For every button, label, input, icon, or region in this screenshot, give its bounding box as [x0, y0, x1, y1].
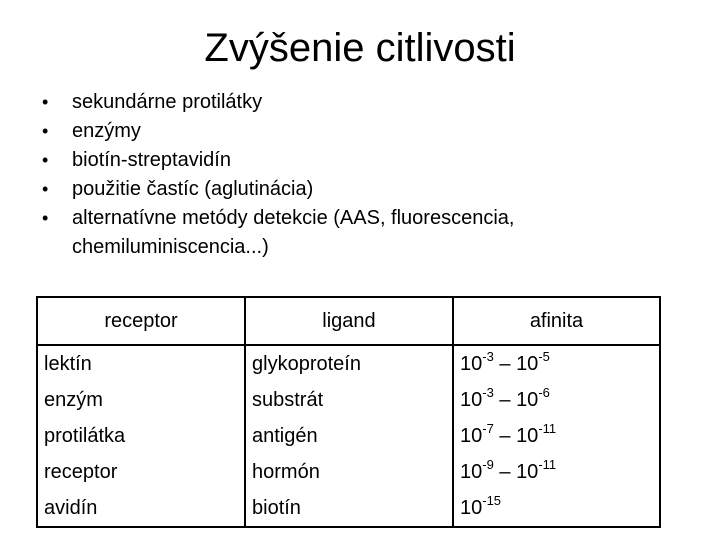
cell-receptor: enzým [44, 388, 103, 411]
cell-receptor: protilátka [44, 424, 126, 447]
table-row [37, 454, 660, 490]
bullet-text: biotín-streptavidín [72, 149, 231, 171]
bullet-item [36, 175, 686, 204]
bullet-item [36, 204, 686, 262]
table-row [37, 490, 660, 527]
table-row [37, 418, 660, 454]
bullet-dot-icon: • [42, 121, 49, 141]
cell-afinita: $10^{-3} - 10^{-5}$ [453, 345, 660, 382]
cell-afinita: $10^{-9} - 10^{-11}$ [453, 454, 660, 490]
slide-title: Zvýšenie citlivosti [204, 26, 516, 70]
bullet-list [36, 88, 686, 262]
cell-receptor: avidín [44, 496, 98, 519]
bullet-item [36, 117, 686, 146]
cell-ligand: substrát [245, 382, 453, 418]
bullet-dot-icon: • [42, 208, 49, 228]
bullet-dot-icon: • [42, 92, 49, 112]
cell-afinita: $10^{-3} - 10^{-6}$ [453, 382, 660, 418]
bullet-dot-icon: • [42, 179, 49, 199]
header-receptor: receptor [104, 309, 178, 332]
bullet-text: použitie častíc (aglutinácia) [72, 178, 314, 200]
cell-ligand: biotín [245, 490, 453, 527]
bullet-text: enzýmy [72, 120, 141, 142]
cell-ligand: antigén [245, 418, 453, 454]
bullet-text: sekundárne protilátky [72, 91, 263, 113]
bullet-text: alternatívne metódy detekcie (AAS, fluorescencia, chemiluminiscencia...) [72, 207, 515, 258]
cell-receptor: receptor [44, 460, 118, 483]
bullet-item [36, 146, 686, 175]
cell-receptor: lektín [37, 345, 245, 382]
table-header-row [37, 297, 660, 345]
bullet-dot-icon: • [42, 150, 49, 170]
cell-afinita: $10^{-15}$ [453, 490, 660, 527]
cell-ligand: hormón [245, 454, 453, 490]
header-ligand: ligand [245, 297, 453, 345]
cell-ligand: glykoproteín [245, 345, 453, 382]
affinity-table [36, 296, 661, 528]
cell-afinita: $10^{-7} - 10^{-11}$ [453, 418, 660, 454]
header-afinita: afinita [453, 297, 660, 345]
bullet-item [36, 88, 686, 117]
table-row [37, 382, 660, 418]
table-row [37, 345, 660, 382]
